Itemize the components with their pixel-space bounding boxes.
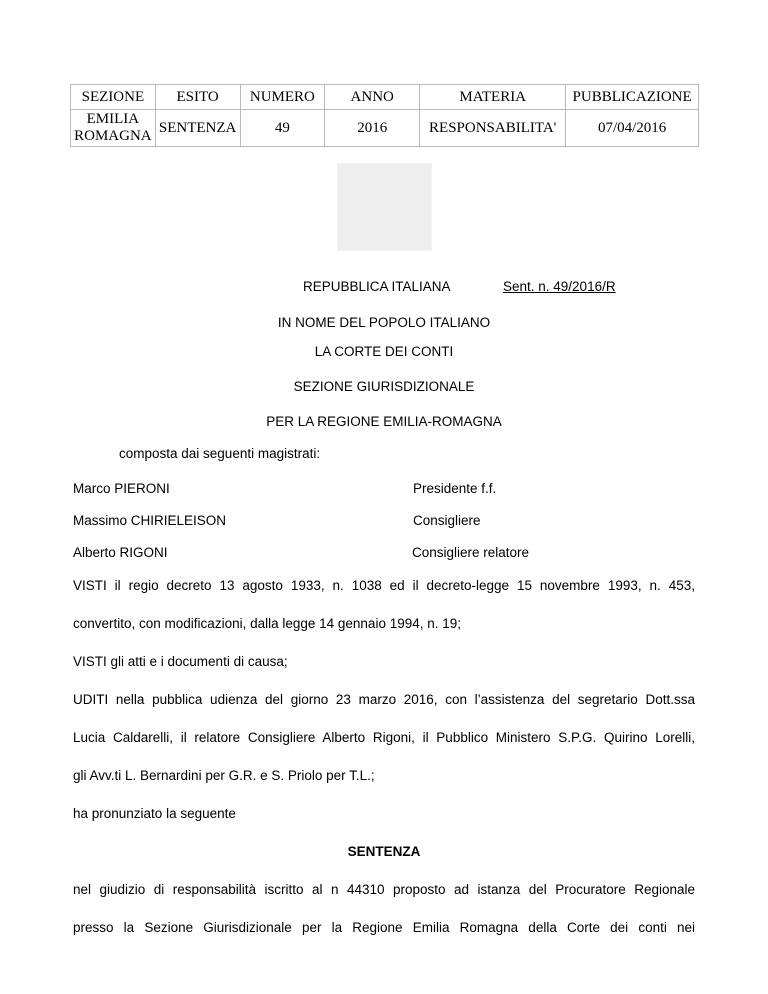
magistrate-name: Alberto RIGONI [73, 545, 168, 560]
magistrate-name: Massimo CHIRIELEISON [73, 513, 227, 528]
value-sezione-line2: ROMAGNA [74, 128, 152, 144]
header-esito: ESITO [156, 85, 241, 110]
sentenza-title: SENTENZA [347, 844, 421, 859]
giudizio-paragraph-line: nel giudizio di responsabilità iscritto al n 44310 proposto ad istanza del Procuratore Regionale [73, 882, 695, 897]
metadata-value-row [71, 110, 699, 147]
value-sezione [71, 110, 156, 147]
header-anno: ANNO [325, 85, 420, 110]
value-esito: SENTENZA [156, 110, 241, 147]
visti-paragraph-line: VISTI il regio decreto 13 agosto 1933, n. 1038 ed il decreto-legge 15 novembre 1993, n. 453, [73, 578, 695, 593]
body-text [73, 567, 695, 947]
header-numero: NUMERO [241, 85, 326, 110]
uditi-paragraph-line: Lucia Caldarelli, il relatore Consigliere Alberto Rigoni, il Pubblico Ministero S.P.G. Quirino Lorelli, [73, 730, 695, 745]
header-pubblicazione: PUBBLICAZIONE [566, 85, 699, 110]
header-sezione: SEZIONE [71, 85, 156, 110]
magistrate-role: Consigliere relatore [412, 545, 530, 560]
magistrate-name: Marco PIERONI [73, 481, 170, 496]
heading-sezione: SEZIONE GIURISDIZIONALE [293, 379, 475, 394]
heading-republic: REPUBBLICA ITALIANA [303, 279, 451, 294]
metadata-table [70, 84, 699, 147]
value-pubblicazione: 07/04/2016 [566, 110, 699, 147]
value-anno: 2016 [325, 110, 420, 147]
heading-corte: LA CORTE DEI CONTI [314, 344, 454, 359]
value-sezione-line1: EMILIA [86, 111, 140, 127]
header-materia: MATERIA [420, 85, 566, 110]
visti-paragraph-line: convertito, con modificazioni, dalla legge 14 gennaio 1994, n. 19; [73, 616, 462, 631]
pronounced-line: ha pronunziato la seguente [73, 806, 236, 821]
uditi-paragraph-line: UDITI nella pubblica udienza del giorno 23 marzo 2016, con l’assistenza del segretario Dott.ssa [73, 692, 695, 707]
magistrate-role: Consigliere [413, 513, 481, 528]
heading-in-nome: IN NOME DEL POPOLO ITALIANO [277, 315, 491, 330]
uditi-paragraph-line: gli Avv.ti L. Bernardini per G.R. e S. Priolo per T.L.; [73, 768, 375, 783]
visti-atti-line: VISTI gli atti e i documenti di causa; [73, 654, 288, 669]
magistrate-role: Presidente f.f. [413, 481, 497, 496]
value-numero: 49 [241, 110, 326, 147]
metadata-header-row [71, 85, 699, 110]
heading-regione: PER LA REGIONE EMILIA-ROMAGNA [266, 414, 502, 429]
sentence-reference: Sent. n. 49/2016/R [503, 279, 616, 294]
giudizio-paragraph-line: presso la Sezione Giurisdizionale per la Regione Emilia Romagna della Corte dei conti nei [73, 920, 695, 935]
composition-intro: composta dai seguenti magistrati: [119, 446, 321, 461]
value-materia: RESPONSABILITA' [420, 110, 566, 147]
emblem-image-placeholder [337, 163, 432, 251]
